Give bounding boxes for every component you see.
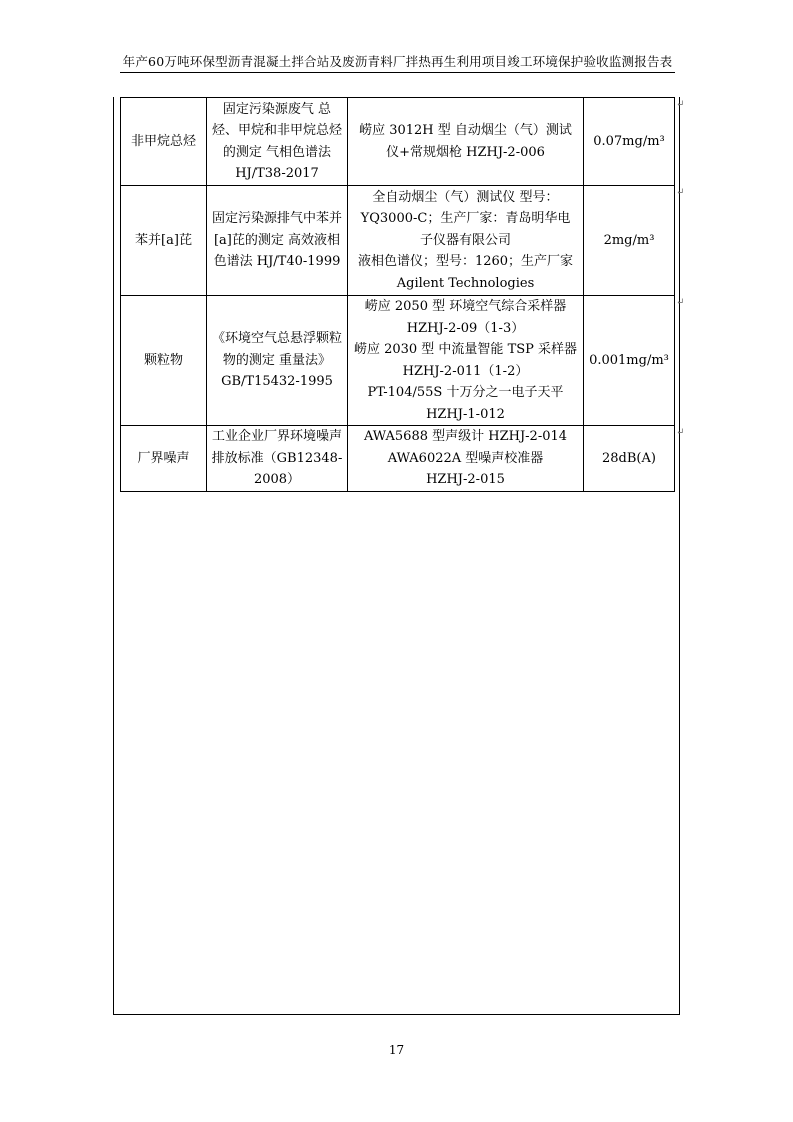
header-divider <box>120 72 675 73</box>
analysis-method: 固定污染源排气中苯并[a]芘的测定 高效液相色谱法 HJ/T40-1999 <box>207 186 348 296</box>
monitoring-instrument: 崂应 3012H 型 自动烟尘（气）测试 仪+常规烟枪 HZHJ-2-006 <box>348 98 584 186</box>
row-end-mark-icon: ↵ <box>676 187 685 198</box>
detection-limit: 0.001mg/m³ <box>584 296 675 426</box>
analysis-method: 《环境空气总悬浮颗粒物的测定 重量法》GB/T15432-1995 <box>207 296 348 426</box>
monitoring-instrument: 全自动烟尘（气）测试仪 型号： YQ3000-C；生产厂家：青岛明华电 子仪器有限公司 液相色谱仪；型号：1260；生产厂家 Agilent Technologies <box>348 186 584 296</box>
analysis-method: 固定污染源废气 总烃、甲烷和非甲烷总烃的测定 气相色谱法 HJ/T38-2017 <box>207 98 348 186</box>
pollutant-item: 苯并[a]芘 <box>121 186 207 296</box>
table-row <box>121 296 675 426</box>
detection-limit: 2mg/m³ <box>584 186 675 296</box>
table-row <box>121 186 675 296</box>
table-row <box>121 426 675 492</box>
report-header-title: 年产60万吨环保型沥青混凝土拌合站及废沥青料厂拌热再生利用项目竣工环境保护验收监测报告表 <box>122 54 673 69</box>
row-end-mark-icon: ↵ <box>676 427 685 438</box>
monitoring-methods-table <box>120 97 675 492</box>
detection-limit: 28dB(A) <box>584 426 675 492</box>
monitoring-instrument: AWA5688 型声级计 HZHJ-2-014 AWA6022A 型噪声校准器 HZHJ-2-015 <box>348 426 584 492</box>
page-number: 17 <box>388 1043 405 1057</box>
analysis-method: 工业企业厂界环境噪声排放标准（GB12348-2008） <box>207 426 348 492</box>
pollutant-item: 非甲烷总烃 <box>121 98 207 186</box>
monitoring-instrument: 崂应 2050 型 环境空气综合采样器 HZHJ-2-09（1-3） 崂应 2030 型 中流量智能 TSP 采样器 HZHJ-2-011（1-2） PT-104/55S 十万分之一电子天平 HZHJ-1-012 <box>348 296 584 426</box>
pollutant-item: 颗粒物 <box>121 296 207 426</box>
detection-limit: 0.07mg/m³ <box>584 98 675 186</box>
pollutant-item: 厂界噪声 <box>121 426 207 492</box>
row-end-mark-icon: ↵ <box>676 99 685 110</box>
table-row <box>121 98 675 186</box>
row-end-mark-icon: ↵ <box>676 297 685 308</box>
